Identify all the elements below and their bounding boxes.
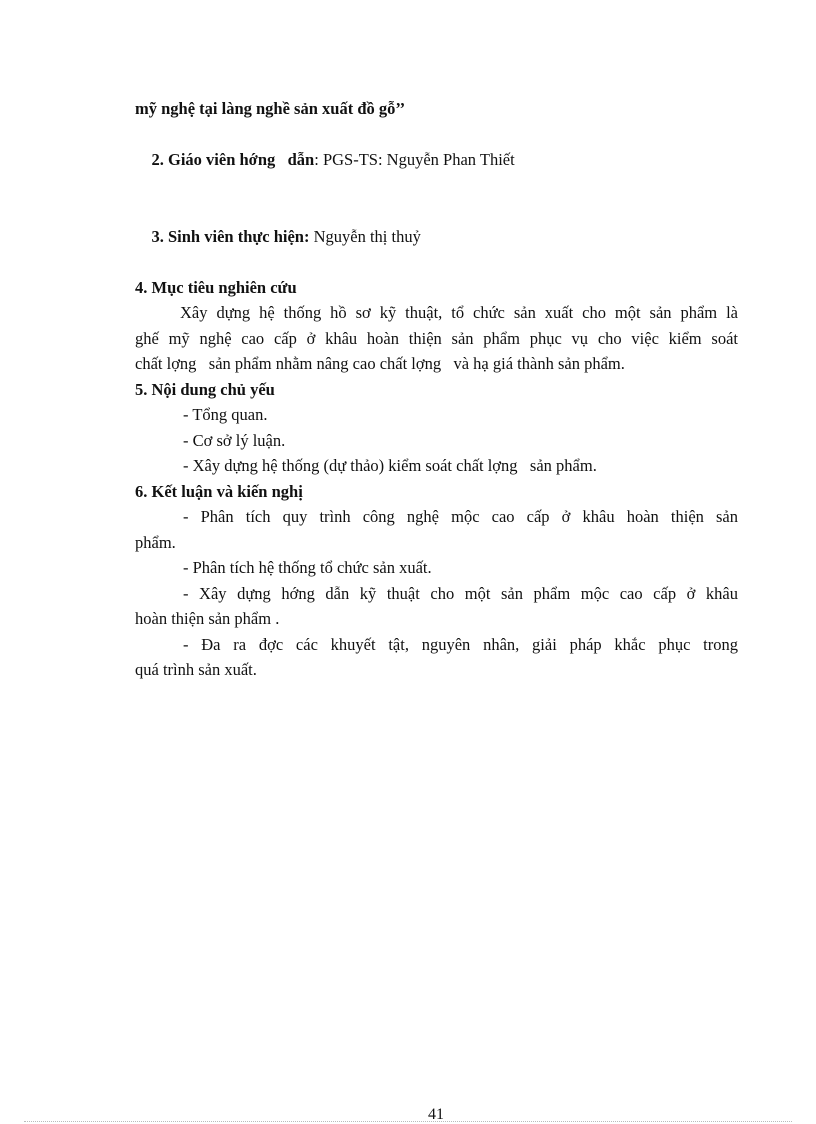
goal-line-1: Xây dựng hệ thống hồ sơ kỹ thuật, tổ chức sản xuất cho một sản phẩm là xyxy=(180,303,738,322)
supervisor-value: : PGS-TS: Nguyễn Phan Thiết xyxy=(314,150,515,169)
conclusion-heading: 6. Kết luận và kiến nghị xyxy=(135,481,303,501)
conclusion-item-first-line: - Xây dựng hớng dẫn kỹ thuật cho một sản phẩm mộc cao cấp ở khâu xyxy=(183,583,738,603)
document-body xyxy=(135,96,738,683)
content-item-overview: - Tổng quan. xyxy=(183,405,268,424)
goal-line-3: chất lợng sản phẩm nhằm nâng cao chất lợng và hạ giá thành sản phẩm. xyxy=(135,354,625,373)
conclusion-item-process xyxy=(135,504,738,555)
conclusion-item-guide xyxy=(135,581,738,632)
student-line xyxy=(135,198,738,275)
page-number: 41 xyxy=(428,1106,444,1123)
conclusion-item-first-line: - Phân tích quy trình công nghệ mộc cao cấp ở khâu hoàn thiện sản xyxy=(183,507,738,526)
conclusion-item-first-line: - Phân tích hệ thống tổ chức sản xuất. xyxy=(183,558,432,577)
conclusion-item-organization xyxy=(135,555,738,581)
conclusion-item-rest-line: quá trình sản xuất. xyxy=(135,660,257,679)
supervisor-line xyxy=(135,122,738,199)
conclusion-item-rest-line: phẩm. xyxy=(135,532,176,552)
footer-divider xyxy=(24,1121,792,1122)
goal-heading: 4. Mục tiêu nghiên cứu xyxy=(135,277,297,297)
content-item-system: - Xây dựng hệ thống (dự thảo) kiểm soát chất lợng sản phẩm. xyxy=(183,456,597,475)
conclusion-item-first-line: - Đa ra đợc các khuyết tật, nguyên nhân, giải pháp khắc phục trong xyxy=(183,634,738,654)
content-item-theory: - Cơ sở lý luận. xyxy=(183,430,286,450)
student-value: Nguyễn thị thuỷ xyxy=(309,226,421,246)
conclusion-item-defects xyxy=(135,632,738,683)
content-heading: 5. Nội dung chủ yếu xyxy=(135,379,275,399)
conclusion-item-rest-line: hoàn thiện sản phẩm . xyxy=(135,609,280,628)
goal-paragraph xyxy=(135,300,738,377)
goal-line-2: ghế mỹ nghệ cao cấp ở khâu hoàn thiện sản phẩm phục vụ cho việc kiểm soát xyxy=(135,328,738,348)
supervisor-label: 2. Giáo viên hớng dẫn xyxy=(151,150,315,169)
student-label: 3. Sinh viên thực hiện: xyxy=(151,226,310,246)
title-continuation: mỹ nghệ tại làng nghề sản xuất đồ gỗ’’ xyxy=(135,99,406,118)
